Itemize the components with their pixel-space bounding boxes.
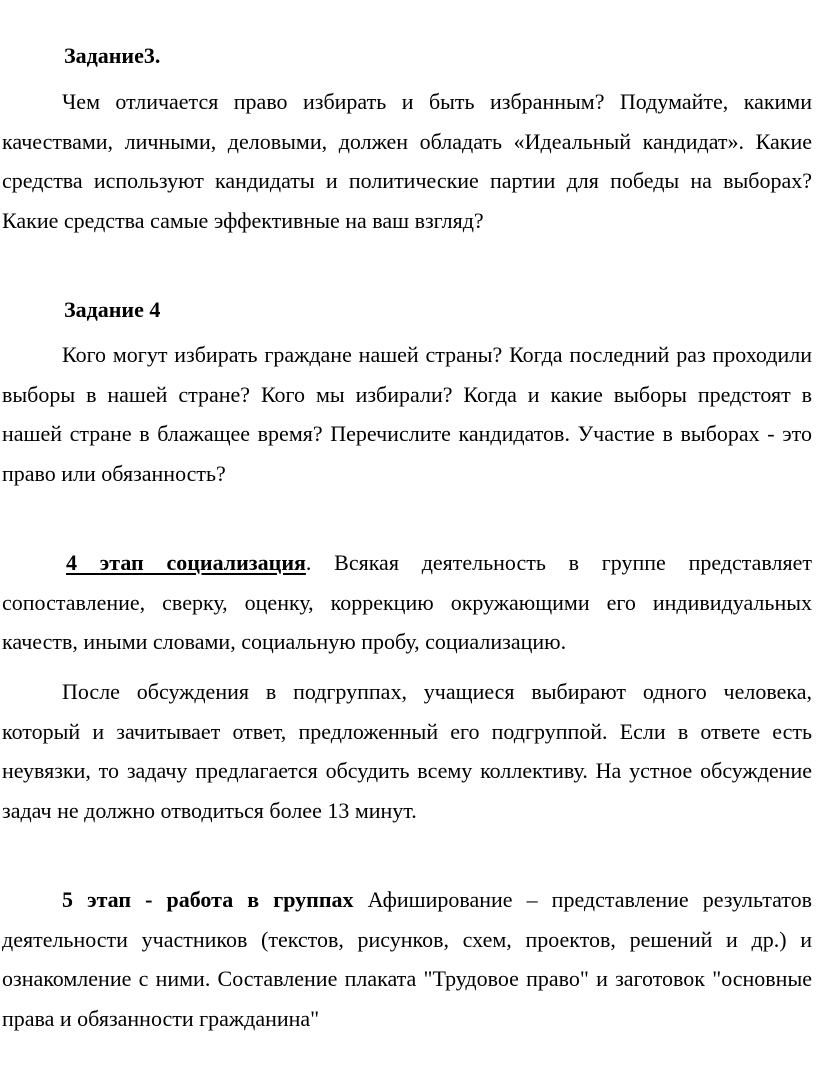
stage5-paragraph: [2, 880, 812, 1038]
stage4-paragraph: [2, 543, 812, 662]
task3-heading: Задание3.: [64, 43, 161, 68]
stage5-title: 5 этап - работа в группах: [62, 887, 354, 912]
stage4-text: . Всякая деятельность в группе представляет сопоставление, сверку, оценку, коррекцию окружающими его индивидуальных качеств, иными словами, социальную пробу, социализацию.: [2, 550, 812, 654]
task3-paragraph: Чем отличается право избирать и быть избранным? Подумайте, какими качествами, личными, деловыми, должен обладать «Идеальный кандидат». Какие средства используют кандидаты и политические партии для победы на выборах? Какие средства самые эффективные на ваш взгляд?: [2, 89, 812, 233]
stage4-title: 4 этап социализация: [66, 550, 306, 575]
stage5-text: Афиширование – представление результатов деятельности участников (текстов, рисунков, схем, проектов, решений и др.) и ознакомление с ними. Составление плаката "Трудовое право" и заготовок "основные права и обязанности гражданина": [2, 887, 812, 1031]
task4-paragraph: Кого могут избирать граждане нашей страны? Когда последний раз проходили выборы в нашей стране? Кого мы избирали? Когда и какие выборы предстоят в нашей стране в блажащее время? Перечислите кандидатов. Участие в выборах - это право или обязанность?: [2, 342, 812, 486]
stage4-paragraph2: После обсуждения в подгруппах, учащиеся выбирают одного человека, который и зачитывает ответ, предложенный его подгруппой. Если в ответе есть неувязки, то задачу предлагается обсудить всему коллективу. На устное обсуждение задач не должно отводиться более 13 минут.: [2, 679, 812, 823]
task4-heading: Задание 4: [64, 297, 161, 322]
